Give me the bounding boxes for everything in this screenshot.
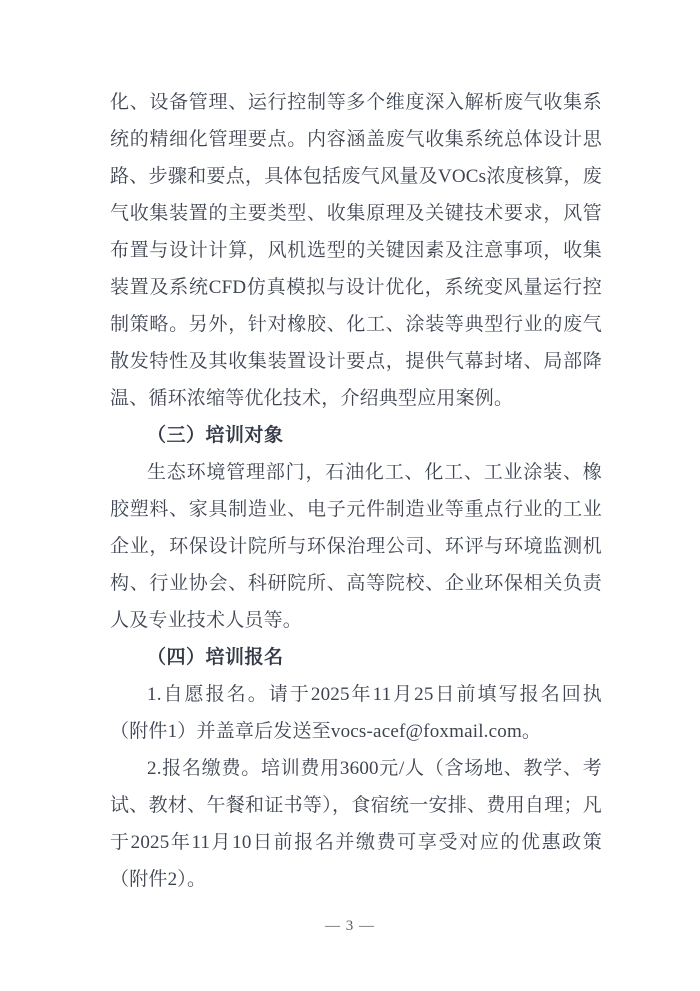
document-body	[110, 84, 602, 898]
page-footer	[0, 915, 700, 937]
section-heading-training-audience: （三）培训对象	[147, 425, 284, 446]
page-number: — 3 —	[325, 918, 375, 934]
paragraph-registration-payment: 2.报名缴费。培训费用3600元/人（含场地、教学、考试、教材、午餐和证书等），食宿统一安排、费用自理；凡于2025年11月10日前报名并缴费可享受对应的优惠政策（附件2）。	[110, 758, 602, 890]
paragraph-training-audience: 生态环境管理部门，石油化工、化工、工业涂装、橡胶塑料、家具制造业、电子元件制造业等重点行业的工业企业，环保设计院所与环保治理公司、环评与环境监测机构、行业协会、科研院所、高等院校、企业环保相关负责人及专业技术人员等。	[110, 462, 602, 631]
paragraph-registration-voluntary-signup: 1.自愿报名。请于2025年11月25日前填写报名回执（附件1）并盖章后发送至vocs-acef@foxmail.com。	[110, 684, 602, 742]
section-heading-training-registration: （四）培训报名	[147, 647, 284, 668]
paragraph-training-content-continued: 化、设备管理、运行控制等多个维度深入解析废气收集系统的精细化管理要点。内容涵盖废气收集系统总体设计思路、步骤和要点，具体包括废气风量及VOCs浓度核算，废气收集装置的主要类型、收集原理及关键技术要求，风管布置与设计计算，风机选型的关键因素及注意事项，收集装置及系统CFD仿真模拟与设计优化，系统变风量运行控制策略。另外，针对橡胶、化工、涂装等典型行业的废气散发特性及其收集装置设计要点，提供气幕封堵、局部降温、循环浓缩等优化技术，介绍典型应用案例。	[110, 92, 602, 409]
